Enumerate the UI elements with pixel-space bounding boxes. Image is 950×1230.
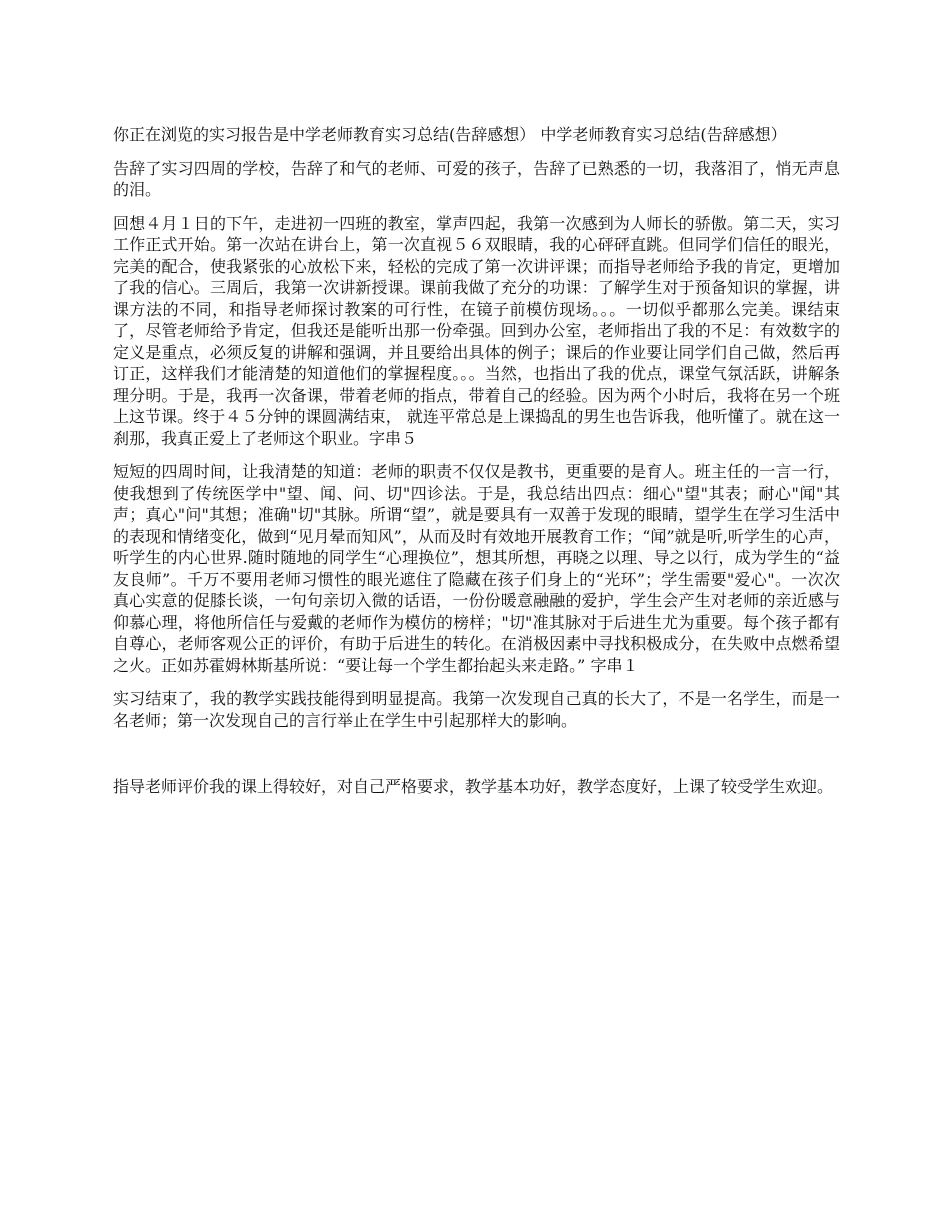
paragraph-farewell: 告辞了实习四周的学校，告辞了和气的老师、可爱的孩子，告辞了已熟悉的一切，我落泪了，悄无声息的泪。 — [113, 158, 840, 199]
document-title: 你正在浏览的实习报告是中学老师教育实习总结(告辞感想） 中学老师教育实习总结(告辞感想） — [113, 125, 787, 144]
paragraph-four-methods: 短短的四周时间，让我清楚的知道：老师的职责不仅仅是教书，更重要的是育人。班主任的一言一行，使我想到了传统医学中"望、闻、问、切"四诊法。于是，我总结出四点：细心"望"其表；耐心"闻"其声；真心"问"其想；准确"切"其脉。所谓“望”，就是要具有一双善于发现的眼睛，望学生在学习生活中的表现和情绪变化，做到“见月晕而知风”，从而及时有效地开展教育工作；“闻”就是听,听学生的心声，听学生的内心世界.随时随地的同学生“心理换位”，想其所想，再晓之以理、导之以行，成为学生的“益友良师”。千万不要用老师习惯性的眼光遮住了隐藏在孩子们身上的“光环”；学生需要"爱心"。一次次真心实意的促膝长谈，一句句亲切入微的话语，一份份暖意融融的爱护，学生会产生对老师的亲近感与仰慕心理，将他所信任与爱戴的老师作为模仿的榜样；"切"准其脉对于后进生尤为重要。每个孩子都有自尊心，老师客观公正的评价，有助于后进生的转化。在消极因素中寻找积极成分，在失败中点燃希望之火。正如苏霍姆林斯基所说：“要让每一个学生都抬起头来走路。” 字串１ — [113, 462, 840, 675]
paragraph-teaching-experience: 回想４月１日的下午，走进初一四班的教室，掌声四起，我第一次感到为人师长的骄傲。第二天，实习工作正式开始。第一次站在讲台上，第一次直视５６双眼睛，我的心砰砰直跳。但同学们信任的眼光，完美的配合，使我紧张的心放松下来，轻松的完成了第一次讲评课；而指导老师给予我的肯定，更增加了我的信心。三周后，我第一次讲新授课。课前我做了充分的功课：了解学生对于预备知识的掌握，讲课方法的不同，和指导老师探讨教案的可行性，在镜子前模仿现场。。。一切似乎都那么完美。课结束了，尽管老师给予肯定，但我还是能听出那一份牵强。回到办公室，老师指出了我的不足：有效数字的定义是重点，必须反复的讲解和强调，并且要给出具体的例子；课后的作业要让同学们自己做，然后再订正，这样我们才能清楚的知道他们的掌握程度。。。当然，也指出了我的优点，课堂气氛活跃，讲解条理分明。于是，我再一次备课，带着老师的指点，带着自己的经验。因为两个小时后，我将在另一个班上这节课。终于４５分钟的课圆满结束， 就连平常总是上课捣乱的男生也告诉我，他听懂了。就在这一刹那，我真正爱上了老师这个职业。字串５ — [113, 213, 840, 448]
paragraph-evaluation: 指导老师评价我的课上得较好，对自己严格要求，教学基本功好，教学态度好，上课了较受学生欢迎。 — [113, 777, 834, 796]
document-page — [113, 124, 840, 810]
paragraph-conclusion: 实习结束了，我的教学实践技能得到明显提高。我第一次发现自己真的长大了，不是一名学生，而是一名老师；第一次发现自己的言行举止在学生中引起那样大的影响。 — [113, 689, 840, 730]
